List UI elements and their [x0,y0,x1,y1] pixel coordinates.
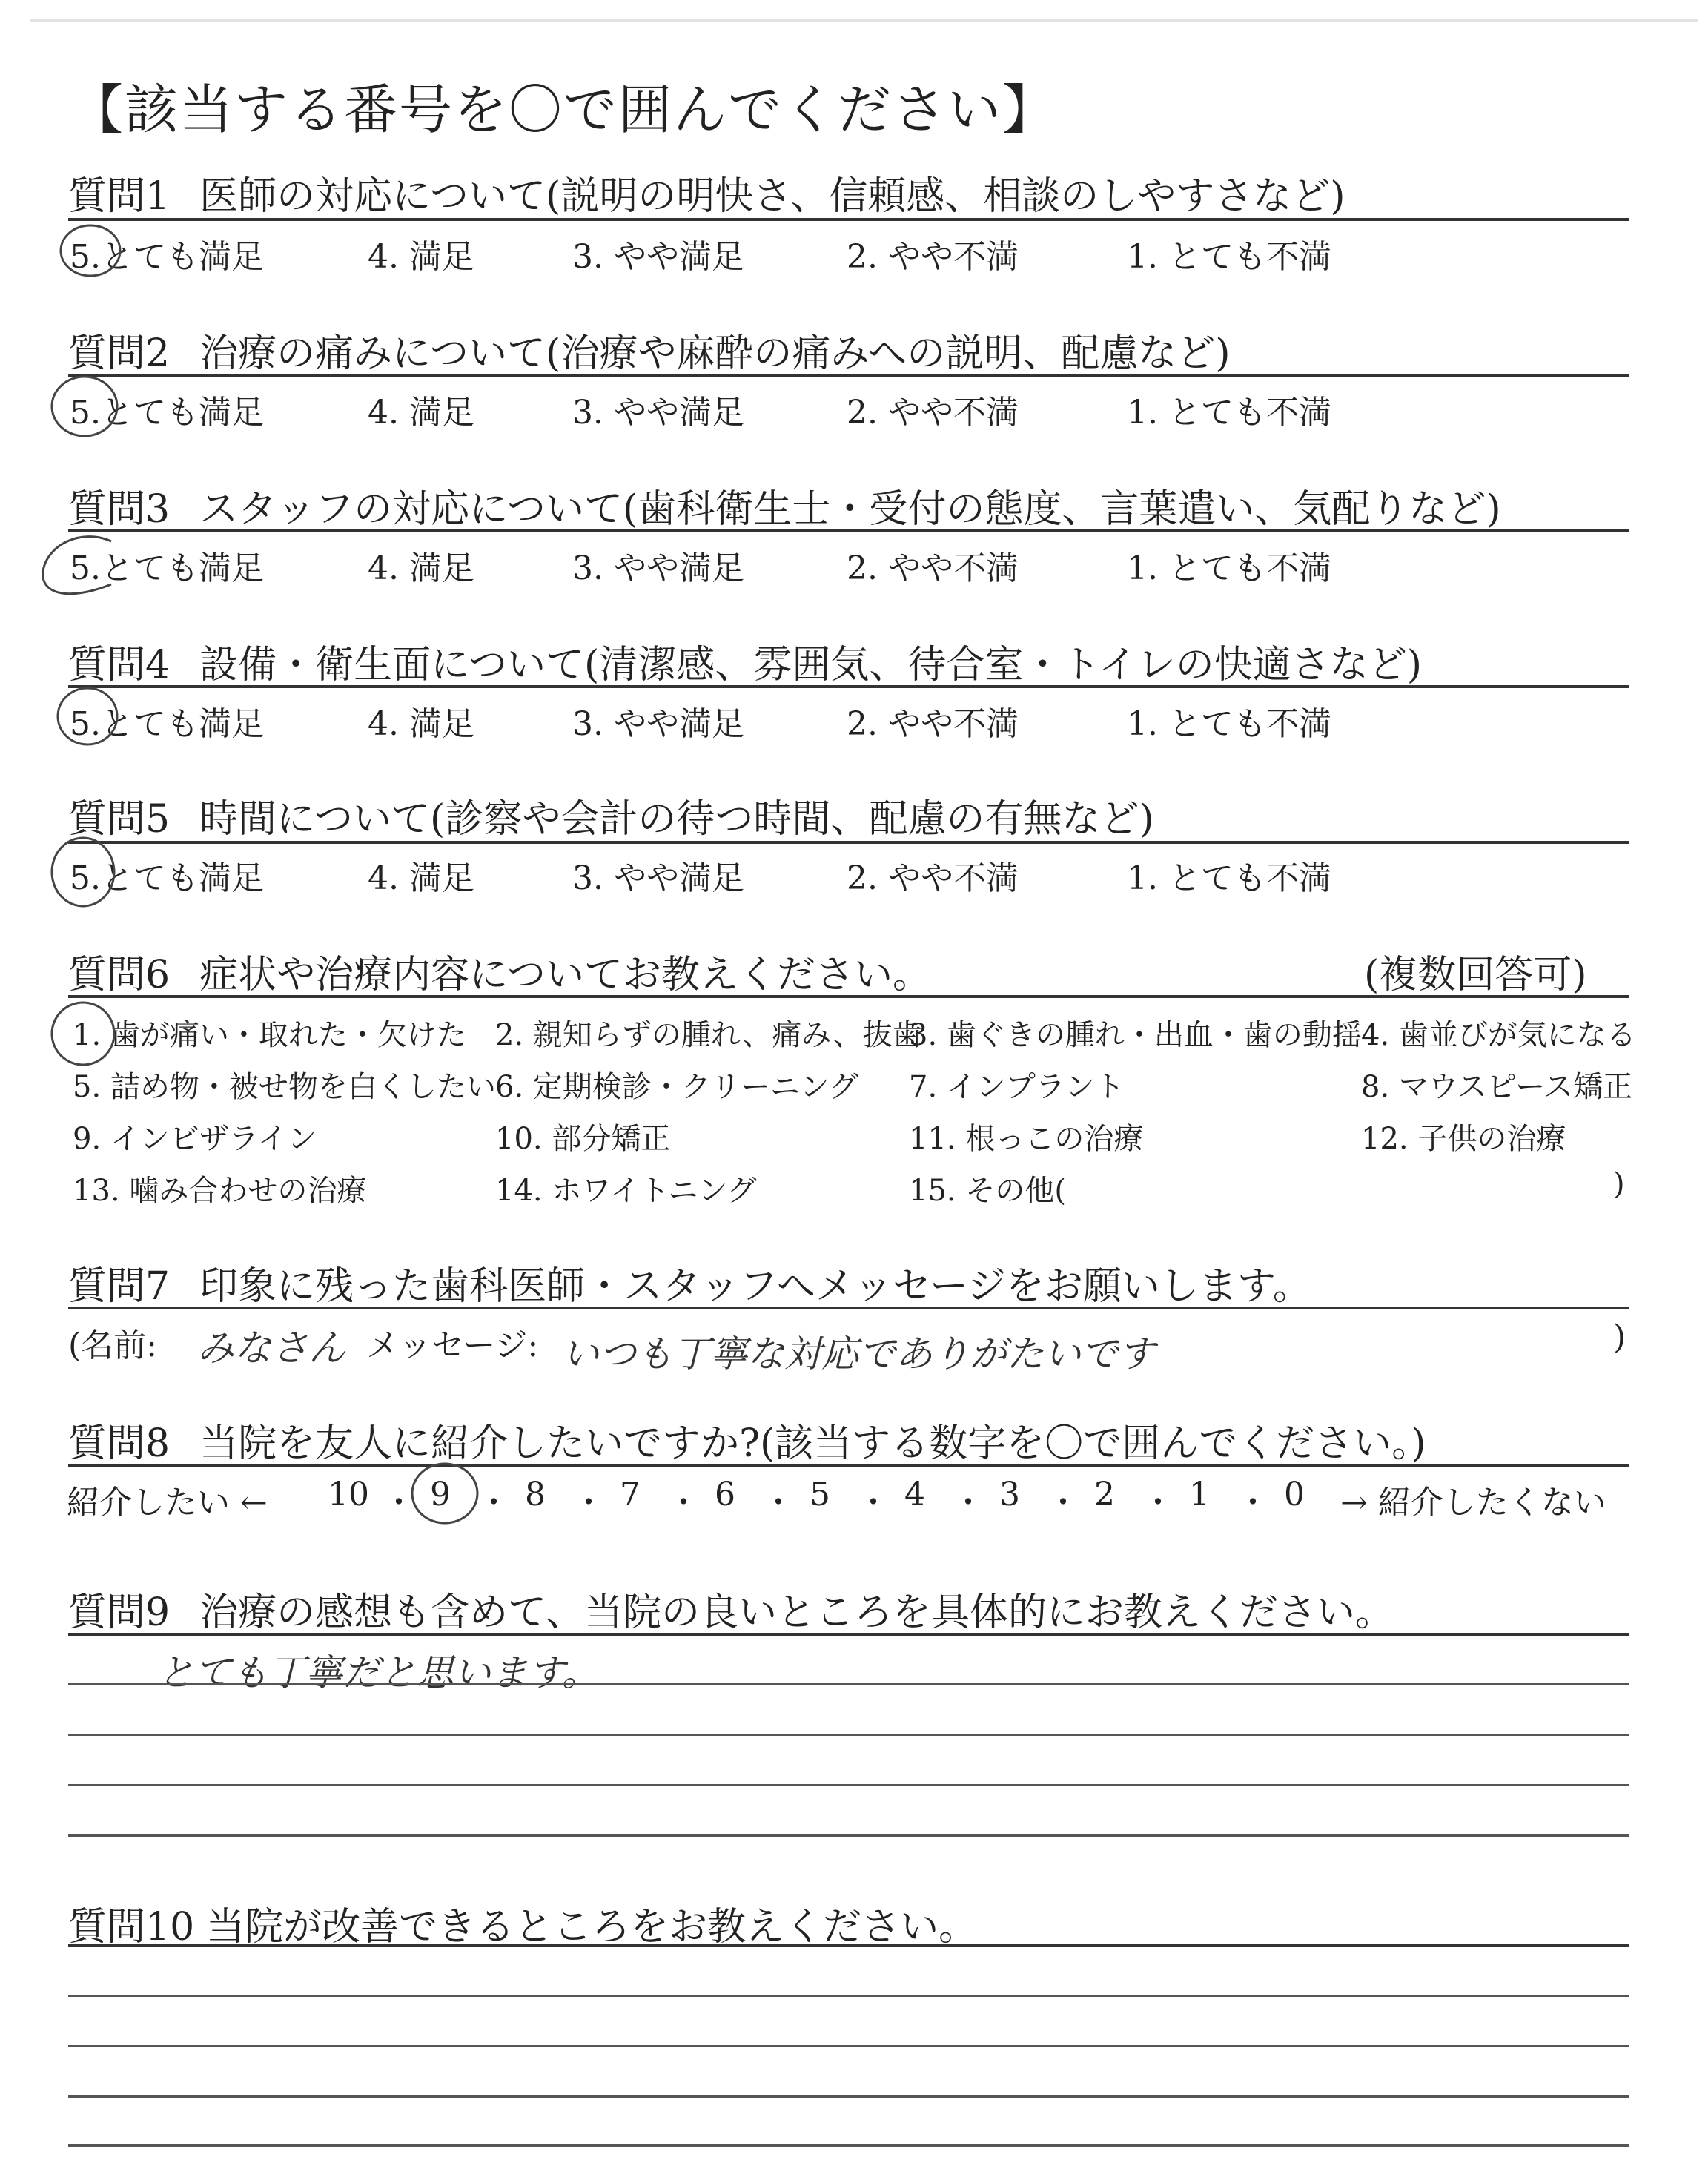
q6-item-11[interactable]: 11. 根っこの治療 [909,1122,1144,1156]
q8-scale-2[interactable]: 2 [1094,1476,1115,1513]
question-1-text: 医師の対応について(説明の明快さ、信頼感、相談のしやすさなど) [199,174,1345,219]
q6-item-1[interactable]: 1. 歯が痛い・取れた・欠けた [73,1018,466,1052]
question-5-text: 時間について(診察や会計の待つ時間、配慮の有無など) [199,797,1154,842]
q8-scale-separator: ・ [477,1484,510,1522]
q6-item-4[interactable]: 4. 歯並びが気になる [1361,1018,1636,1052]
q2-option-4[interactable]: 4. 満足 [368,394,474,432]
question-8-label: 質問8 [68,1421,171,1466]
question-8-text: 当院を友人に紹介したいですか?(該当する数字を〇で囲んでください。) [199,1421,1426,1466]
q8-scale-8[interactable]: 8 [525,1476,546,1513]
question-7-label: 質問7 [68,1264,171,1309]
q4-option-4[interactable]: 4. 満足 [368,705,474,743]
q6-selected-circle [52,1003,114,1065]
q8-scale-0[interactable]: 0 [1284,1476,1305,1513]
q1-option-2[interactable]: 2. やや不満 [847,238,1019,276]
question-6-note: (複数回答可) [1364,953,1587,997]
q6-item-15-close: ) [1613,1167,1625,1201]
q2-option-1[interactable]: 1. とても不満 [1127,394,1331,432]
q8-scale-9[interactable]: 9 [430,1476,451,1513]
q8-scale-3[interactable]: 3 [999,1476,1020,1513]
q2-option-3[interactable]: 3. やや満足 [572,394,744,432]
q2-option-2[interactable]: 2. やや不満 [847,394,1019,432]
question-2-text: 治療の痛みについて(治療や麻酔の痛みへの説明、配慮など) [199,331,1231,376]
q8-scale-separator: ・ [572,1484,605,1522]
q9-answer[interactable]: とても丁寧だと思います。 [157,1651,599,1694]
q7-message-label: メッセージ: [366,1327,539,1364]
q1-selected-circle [61,225,120,276]
q4-option-2[interactable]: 2. やや不満 [847,705,1019,743]
q8-scale-1[interactable]: 1 [1189,1476,1210,1513]
q5-selected-circle [52,838,114,906]
q8-scale-separator: ・ [762,1484,795,1522]
q8-scale-7[interactable]: 7 [620,1476,640,1513]
question-3-text: スタッフの対応について(歯科衛生士・受付の態度、言葉遣い、気配りなど) [199,487,1501,532]
form-header: 【該当する番号を〇で囲んでください】 [70,79,1058,141]
question-10-label: 質問10 [68,1905,195,1949]
question-6-text: 症状や治療内容についてお教えください。 [199,953,932,997]
q6-item-10[interactable]: 10. 部分矯正 [495,1122,671,1156]
q8-scale-separator: ・ [857,1484,890,1522]
question-6-label: 質問6 [68,953,171,997]
q8-right-label: → 紹介したくない [1340,1484,1606,1522]
q8-scale-4[interactable]: 4 [904,1476,925,1513]
q8-left-label: 紹介したい ← [67,1484,268,1522]
q7-name-value[interactable]: みなさん [197,1327,345,1370]
q3-option-3[interactable]: 3. やや満足 [572,549,744,587]
question-10-text: 当院が改善できるところをお教えください。 [206,1905,978,1949]
question-5-label: 質問5 [68,797,171,842]
question-1-label: 質問1 [68,174,171,219]
q8-scale-separator: ・ [1237,1484,1269,1522]
q5-option-4[interactable]: 4. 満足 [368,859,474,897]
q4-option-3[interactable]: 3. やや満足 [572,705,744,743]
q6-item-15[interactable]: 15. その他( [909,1174,1066,1208]
q5-option-1[interactable]: 1. とても不満 [1127,859,1331,897]
q1-option-4[interactable]: 4. 満足 [368,238,474,276]
q3-option-5[interactable]: 5.とても満足 [70,549,264,587]
q6-item-2[interactable]: 2. 親知らずの腫れ、痛み、抜歯 [495,1018,922,1052]
q8-scale-separator: ・ [1047,1484,1079,1522]
q4-option-5[interactable]: 5.とても満足 [70,705,264,743]
q1-option-1[interactable]: 1. とても不満 [1127,238,1331,276]
q6-item-3[interactable]: 3. 歯ぐきの腫れ・出血・歯の動揺 [909,1018,1362,1052]
question-2-label: 質問2 [68,331,171,376]
q3-option-4[interactable]: 4. 満足 [368,549,474,587]
q6-item-8[interactable]: 8. マウスピース矯正 [1361,1070,1633,1104]
q6-item-9[interactable]: 9. インビザライン [73,1122,317,1156]
q6-item-5[interactable]: 5. 詰め物・被せ物を白くしたい [73,1070,496,1104]
q8-scale-separator: ・ [667,1484,700,1522]
q3-selected-circle [43,537,111,594]
q2-selected-circle [52,377,117,436]
q8-scale-separator: ・ [383,1484,415,1522]
q1-option-3[interactable]: 3. やや満足 [572,238,744,276]
q8-scale-6[interactable]: 6 [715,1476,735,1513]
question-3-label: 質問3 [68,487,171,532]
question-9-label: 質問9 [68,1591,171,1635]
q5-option-2[interactable]: 2. やや不満 [847,859,1019,897]
q3-option-2[interactable]: 2. やや不満 [847,549,1019,587]
q5-option-3[interactable]: 3. やや満足 [572,859,744,897]
q5-option-5[interactable]: 5.とても満足 [70,859,264,897]
q6-item-6[interactable]: 6. 定期検診・クリーニング [495,1070,859,1104]
q8-scale-separator: ・ [1142,1484,1174,1522]
q1-option-5[interactable]: 5.とても満足 [70,238,264,276]
q8-scale-5[interactable]: 5 [810,1476,830,1513]
q8-scale-10[interactable]: 10 [328,1476,369,1513]
q6-item-7[interactable]: 7. インプラント [909,1070,1125,1104]
question-4-label: 質問4 [68,643,171,687]
question-7-text: 印象に残った歯科医師・スタッフへメッセージをお願いします。 [199,1264,1311,1309]
q7-close: ) [1613,1318,1626,1356]
q4-option-1[interactable]: 1. とても不満 [1127,705,1331,743]
q2-option-5[interactable]: 5.とても満足 [70,394,264,432]
q6-item-13[interactable]: 13. 噛み合わせの治療 [73,1174,367,1208]
q6-item-12[interactable]: 12. 子供の治療 [1361,1122,1566,1156]
question-4-text: 設備・衛生面について(清潔感、雰囲気、待合室・トイレの快適さなど) [199,643,1423,687]
q3-option-1[interactable]: 1. とても不満 [1127,549,1331,587]
q7-message-value[interactable]: いつも丁寧な対応でありがたいです [562,1332,1155,1375]
question-9-text: 治療の感想も含めて、当院の良いところを具体的にお教えください。 [199,1591,1394,1635]
q6-item-14[interactable]: 14. ホワイトニング [495,1174,757,1208]
q7-name-label: (名前: [68,1327,157,1364]
q8-scale-separator: ・ [952,1484,984,1522]
q4-selected-circle [58,688,117,744]
